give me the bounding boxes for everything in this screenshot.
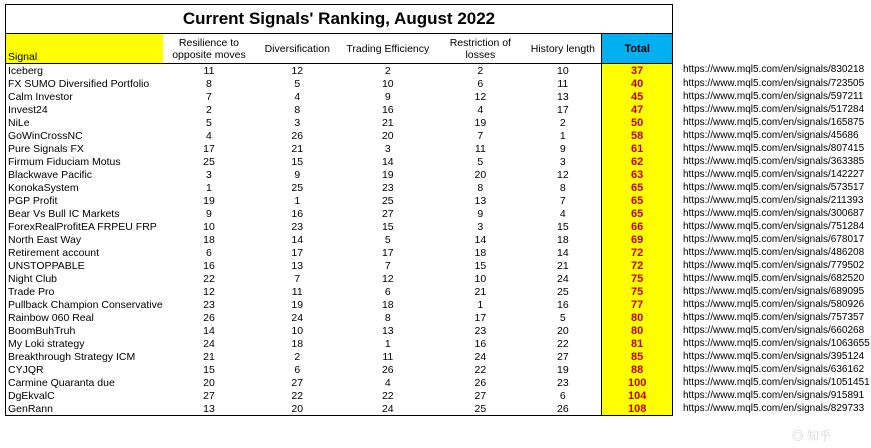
restriction-cell: 20 <box>474 168 487 181</box>
restriction-cell: 23 <box>474 324 487 337</box>
trading-efficiency-cell: 17 <box>381 246 394 259</box>
history-cell: 13 <box>556 90 569 103</box>
total-cell: 75 <box>602 285 673 298</box>
total-cell: 65 <box>602 194 673 207</box>
signal-name-cell[interactable]: Invest24 <box>6 103 163 116</box>
history-cell: 24 <box>556 272 569 285</box>
diversification-cell: 14 <box>291 233 304 246</box>
diversification-cell: 20 <box>255 402 339 416</box>
total-cell: 80 <box>602 324 673 337</box>
blank-cell <box>672 5 870 34</box>
restriction-cell: 24 <box>474 350 487 363</box>
trading-efficiency-cell: 27 <box>381 207 394 220</box>
signal-url-link[interactable]: https://www.mql5.com/en/signals/1063655 <box>682 337 870 349</box>
trading-efficiency-cell: 12 <box>381 272 394 285</box>
restriction-cell: 25 <box>436 402 524 416</box>
resilience-cell: 25 <box>203 155 215 168</box>
history-cell: 12 <box>556 168 569 181</box>
history-cell: 21 <box>556 259 569 272</box>
signal-url-link[interactable]: https://www.mql5.com/en/signals/142227 <box>682 168 865 180</box>
diversification-cell: 6 <box>294 363 301 376</box>
diversification-cell: 25 <box>291 181 304 194</box>
signal-url-link[interactable]: https://www.mql5.com/en/signals/636162 <box>682 363 865 375</box>
signal-url-link[interactable]: https://www.mql5.com/en/signals/807415 <box>682 142 865 154</box>
restriction-cell: 12 <box>474 90 487 103</box>
signal-url-link[interactable]: https://www.mql5.com/en/signals/830218 <box>682 64 865 76</box>
trading-efficiency-cell: 24 <box>339 402 436 416</box>
diversification-cell: 5 <box>294 77 301 90</box>
total-cell: 85 <box>602 350 673 363</box>
total-cell: 61 <box>602 142 673 155</box>
total-cell: 40 <box>602 77 673 90</box>
signal-name-cell[interactable]: ForexRealProfitEA FRPEU FRP <box>6 220 163 233</box>
trading-efficiency-cell: 6 <box>384 285 391 298</box>
diversification-cell: 26 <box>291 129 304 142</box>
history-cell: 11 <box>557 77 569 90</box>
restriction-cell: 27 <box>474 389 487 402</box>
trading-efficiency-cell: 18 <box>381 298 394 311</box>
total-cell: 62 <box>602 155 673 168</box>
trading-efficiency-cell: 20 <box>381 129 394 142</box>
table-row[interactable] <box>6 129 871 142</box>
resilience-cell: 26 <box>203 311 215 324</box>
restriction-cell: 26 <box>474 376 487 389</box>
total-cell: 72 <box>602 259 673 272</box>
blank-cell <box>672 34 870 64</box>
trading-efficiency-cell: 10 <box>381 77 394 90</box>
total-cell: 72 <box>602 246 673 259</box>
resilience-cell: 2 <box>206 103 212 116</box>
table-row[interactable] <box>6 155 871 168</box>
signal-name-cell[interactable]: GenRann <box>6 402 163 416</box>
diversification-cell: 9 <box>294 168 301 181</box>
total-cell: 75 <box>602 272 673 285</box>
signal-url-link[interactable]: https://www.mql5.com/en/signals/751284 <box>682 220 865 232</box>
table-row[interactable] <box>6 103 871 116</box>
signal-name-cell[interactable]: KonokaSystem <box>6 181 163 194</box>
trading-efficiency-cell: 3 <box>384 142 391 155</box>
restriction-cell: 7 <box>477 129 484 142</box>
total-cell: 50 <box>602 116 673 129</box>
restriction-cell: 5 <box>477 155 484 168</box>
history-cell: 2 <box>559 116 566 129</box>
history-cell: 3 <box>559 155 566 168</box>
trading-efficiency-cell: 9 <box>384 90 391 103</box>
signal-name-cell[interactable]: FX SUMO Diversified Portfolio <box>6 77 163 90</box>
table-row[interactable] <box>6 363 871 376</box>
history-cell: 10 <box>556 64 569 77</box>
diversification-cell: 18 <box>291 337 304 350</box>
diversification-cell: 4 <box>294 90 301 103</box>
table-row[interactable] <box>6 168 871 181</box>
restriction-cell: 11 <box>474 142 486 155</box>
restriction-cell: 8 <box>477 181 484 194</box>
resilience-cell: 4 <box>206 129 212 142</box>
restriction-cell: 6 <box>477 77 484 90</box>
total-cell: 63 <box>602 168 673 181</box>
signal-url-link[interactable]: https://www.mql5.com/en/signals/723505 <box>682 77 865 89</box>
signal-url-link[interactable]: https://www.mql5.com/en/signals/689095 <box>682 285 865 297</box>
resilience-cell: 8 <box>206 77 212 90</box>
table-row[interactable] <box>6 298 871 311</box>
resilience-cell: 14 <box>203 324 215 337</box>
table-row[interactable] <box>6 90 871 103</box>
history-cell: 25 <box>556 285 569 298</box>
signal-url-link[interactable]: https://www.mql5.com/en/signals/45686 <box>682 129 859 141</box>
total-cell: 69 <box>602 233 673 246</box>
signal-url-link[interactable]: https://www.mql5.com/en/signals/829733 <box>682 402 865 414</box>
signal-url-link[interactable]: https://www.mql5.com/en/signals/165875 <box>682 116 865 128</box>
signal-url-link[interactable]: https://www.mql5.com/en/signals/915891 <box>682 389 865 401</box>
table-row[interactable] <box>6 337 871 350</box>
total-cell: 80 <box>602 311 673 324</box>
diversification-cell: 13 <box>291 259 304 272</box>
diversification-cell: 10 <box>291 324 304 337</box>
col-header-restriction[interactable]: Restriction of losses <box>436 34 524 64</box>
history-cell: 17 <box>556 103 569 116</box>
signal-name-cell[interactable]: UNSTOPPABLE <box>6 259 163 272</box>
history-cell: 7 <box>559 194 566 207</box>
signal-url-link[interactable]: https://www.mql5.com/en/signals/779502 <box>682 259 865 271</box>
diversification-cell: 11 <box>291 285 303 298</box>
resilience-cell: 12 <box>203 285 215 298</box>
trading-efficiency-cell: 19 <box>381 168 394 181</box>
restriction-cell: 4 <box>477 103 484 116</box>
total-cell: 45 <box>602 90 673 103</box>
history-cell: 1 <box>559 129 566 142</box>
signal-name-cell[interactable]: GoWinCrossNC <box>6 129 163 142</box>
total-cell: 100 <box>602 376 673 389</box>
table-row[interactable] <box>6 402 871 416</box>
history-cell: 18 <box>556 233 569 246</box>
resilience-cell: 15 <box>203 363 215 376</box>
trading-efficiency-cell: 23 <box>381 181 394 194</box>
history-cell: 20 <box>556 324 569 337</box>
table-row[interactable] <box>6 259 871 272</box>
signal-url-link[interactable]: https://www.mql5.com/en/signals/486208 <box>682 246 865 258</box>
header-row <box>6 34 871 64</box>
signal-name-cell[interactable]: Pure Signals FX <box>6 142 163 155</box>
trading-efficiency-cell: 26 <box>381 363 394 376</box>
table-row[interactable] <box>6 207 871 220</box>
total-cell: 65 <box>602 207 673 220</box>
signal-url-link[interactable]: https://www.mql5.com/en/signals/597211 <box>682 90 864 102</box>
resilience-cell: 7 <box>206 90 212 103</box>
resilience-cell: 5 <box>206 116 212 129</box>
ranking-table <box>5 4 871 416</box>
signal-name-cell[interactable]: CYJQR <box>6 363 163 376</box>
restriction-cell: 22 <box>474 363 487 376</box>
resilience-cell: 1 <box>206 181 212 194</box>
diversification-cell: 3 <box>294 116 301 129</box>
diversification-cell: 23 <box>291 220 304 233</box>
table-row[interactable] <box>6 272 871 285</box>
col-header-signal[interactable]: Signal <box>6 34 163 64</box>
total-cell: 77 <box>602 298 673 311</box>
table-row[interactable] <box>6 142 871 155</box>
resilience-cell: 6 <box>206 246 212 259</box>
table-row[interactable] <box>6 376 871 389</box>
diversification-cell: 24 <box>291 311 304 324</box>
total-cell: 81 <box>602 337 673 350</box>
restriction-cell: 19 <box>474 116 487 129</box>
table-row[interactable] <box>6 389 871 402</box>
history-cell: 26 <box>524 402 602 416</box>
resilience-cell: 18 <box>203 233 215 246</box>
table-row[interactable] <box>6 64 871 78</box>
diversification-cell: 15 <box>291 155 304 168</box>
total-cell: 88 <box>602 363 673 376</box>
signal-name-cell[interactable]: Iceberg <box>6 64 163 78</box>
total-cell: 58 <box>602 129 673 142</box>
signal-name-cell[interactable]: Carmine Quaranta due <box>6 376 163 389</box>
restriction-cell: 3 <box>477 220 484 233</box>
trading-efficiency-cell: 4 <box>384 376 391 389</box>
diversification-cell: 21 <box>291 142 304 155</box>
resilience-cell: 23 <box>203 298 215 311</box>
trading-efficiency-cell: 13 <box>381 324 394 337</box>
page-title: Current Signals' Ranking, August 2022 <box>6 5 673 34</box>
restriction-cell: 10 <box>474 272 487 285</box>
restriction-cell: 17 <box>474 311 487 324</box>
diversification-cell: 27 <box>291 376 304 389</box>
diversification-cell: 2 <box>294 350 301 363</box>
trading-efficiency-cell: 8 <box>384 311 391 324</box>
trading-efficiency-cell: 7 <box>384 259 391 272</box>
watermark: ◎ 知乎 <box>791 429 831 443</box>
diversification-cell: 7 <box>294 272 301 285</box>
signal-url-link[interactable]: https://www.mql5.com/en/signals/211393 <box>682 194 864 206</box>
signal-name-cell[interactable]: Breakthrough Strategy ICM <box>6 350 163 363</box>
trading-efficiency-cell: 1 <box>384 337 391 350</box>
col-header-history[interactable]: History length <box>524 34 602 64</box>
table-row[interactable] <box>6 350 871 363</box>
history-cell: 22 <box>556 337 569 350</box>
table-row[interactable] <box>6 246 871 259</box>
total-cell: 108 <box>602 402 673 416</box>
total-cell: 66 <box>602 220 673 233</box>
signal-url-link[interactable]: https://www.mql5.com/en/signals/395124 <box>682 350 865 362</box>
resilience-cell: 11 <box>203 64 215 77</box>
signal-name-cell[interactable]: Pullback Champion Conservative <box>6 298 163 311</box>
trading-efficiency-cell: 14 <box>381 155 394 168</box>
restriction-cell: 21 <box>474 285 487 298</box>
signal-name-cell[interactable]: Bear Vs Bull IC Markets <box>6 207 163 220</box>
restriction-cell: 16 <box>474 337 487 350</box>
table-row[interactable] <box>6 311 871 324</box>
resilience-cell: 13 <box>163 402 256 416</box>
table-row[interactable] <box>6 194 871 207</box>
signal-name-cell[interactable]: Retirement account <box>6 246 163 259</box>
history-cell: 8 <box>559 181 566 194</box>
history-cell: 19 <box>556 363 569 376</box>
table-row[interactable] <box>6 324 871 337</box>
signal-url-link[interactable]: https://www.mql5.com/en/signals/517284 <box>682 103 865 115</box>
history-cell: 9 <box>559 142 566 155</box>
restriction-cell: 15 <box>474 259 487 272</box>
diversification-cell: 22 <box>291 389 304 402</box>
col-header-diversification[interactable]: Diversification <box>255 34 339 64</box>
trading-efficiency-cell: 2 <box>384 64 391 77</box>
signal-url-link[interactable]: https://www.mql5.com/en/signals/573517 <box>682 181 865 193</box>
diversification-cell: 19 <box>291 298 304 311</box>
resilience-cell: 21 <box>203 350 215 363</box>
resilience-cell: 9 <box>206 207 212 220</box>
resilience-cell: 22 <box>203 272 215 285</box>
signal-name-cell[interactable]: Night Club <box>6 272 163 285</box>
resilience-cell: 16 <box>203 259 215 272</box>
restriction-cell: 18 <box>474 246 487 259</box>
history-cell: 27 <box>556 350 569 363</box>
history-cell: 15 <box>556 220 569 233</box>
signal-name-cell[interactable]: PGP Profit <box>6 194 163 207</box>
trading-efficiency-cell: 5 <box>384 233 391 246</box>
signal-url-link[interactable]: https://www.mql5.com/en/signals/580926 <box>682 298 865 310</box>
history-cell: 5 <box>559 311 566 324</box>
resilience-cell: 27 <box>203 389 215 402</box>
signal-name-cell[interactable]: Rainbow 060 Real <box>6 311 163 324</box>
signal-name-cell[interactable]: My Loki strategy <box>6 337 163 350</box>
signal-name-cell[interactable]: BoomBuhTruh <box>6 324 163 337</box>
restriction-cell: 13 <box>474 194 487 207</box>
signal-name-cell[interactable]: North East Way <box>6 233 163 246</box>
trading-efficiency-cell: 16 <box>381 103 394 116</box>
restriction-cell: 14 <box>474 233 487 246</box>
table-row[interactable] <box>6 220 871 233</box>
col-header-trading-efficiency[interactable]: Trading Efficiency <box>339 34 436 64</box>
signal-url-link[interactable]: https://www.mql5.com/en/signals/1051451 <box>682 376 870 388</box>
signal-url-link[interactable]: https://www.mql5.com/en/signals/660268 <box>682 324 865 336</box>
history-cell: 6 <box>559 389 566 402</box>
history-cell: 4 <box>559 207 566 220</box>
resilience-cell: 17 <box>203 142 215 155</box>
diversification-cell: 8 <box>294 103 301 116</box>
col-header-total[interactable]: Total <box>602 34 673 64</box>
history-cell: 23 <box>556 376 569 389</box>
table-row[interactable] <box>6 285 871 298</box>
signal-name-cell[interactable]: Blackwave Pacific <box>6 168 163 181</box>
table-row[interactable] <box>6 233 871 246</box>
total-cell: 104 <box>602 389 673 402</box>
signal-url-link[interactable]: https://www.mql5.com/en/signals/300687 <box>682 207 865 219</box>
total-cell: 37 <box>602 64 673 78</box>
signal-name-cell[interactable]: NiLe <box>6 116 163 129</box>
table-row[interactable] <box>6 116 871 129</box>
signal-url-link[interactable]: https://www.mql5.com/en/signals/363385 <box>682 155 865 167</box>
restriction-cell: 1 <box>477 298 484 311</box>
trading-efficiency-cell: 11 <box>382 350 394 363</box>
restriction-cell: 2 <box>477 64 484 77</box>
signal-url-link[interactable]: https://www.mql5.com/en/signals/682520 <box>682 272 865 284</box>
history-cell: 14 <box>556 246 569 259</box>
resilience-cell: 24 <box>203 337 215 350</box>
total-cell: 65 <box>602 181 673 194</box>
resilience-cell: 3 <box>206 168 212 181</box>
resilience-cell: 10 <box>203 220 215 233</box>
col-header-resilience[interactable]: Resilience to opposite moves <box>163 34 256 64</box>
trading-efficiency-cell: 21 <box>381 116 394 129</box>
total-cell: 47 <box>602 103 673 116</box>
restriction-cell: 9 <box>477 207 484 220</box>
diversification-cell: 12 <box>291 64 304 77</box>
signal-url-link[interactable]: https://www.mql5.com/en/signals/678017 <box>682 233 865 245</box>
signal-url-link[interactable]: https://www.mql5.com/en/signals/757357 <box>682 311 865 323</box>
resilience-cell: 19 <box>203 194 215 207</box>
trading-efficiency-cell: 25 <box>381 194 394 207</box>
signal-name-cell[interactable]: DgEkvalC <box>6 389 163 402</box>
signal-name-cell[interactable]: Firmum Fiduciam Motus <box>6 155 163 168</box>
trading-efficiency-cell: 15 <box>381 220 394 233</box>
diversification-cell: 1 <box>294 194 301 207</box>
diversification-cell: 17 <box>291 246 304 259</box>
table-row[interactable] <box>6 77 871 90</box>
table-row[interactable] <box>6 181 871 194</box>
resilience-cell: 20 <box>203 376 215 389</box>
trading-efficiency-cell: 22 <box>381 389 394 402</box>
diversification-cell: 16 <box>291 207 304 220</box>
history-cell: 16 <box>556 298 569 311</box>
signal-name-cell[interactable]: Trade Pro <box>6 285 163 298</box>
signal-name-cell[interactable]: Calm Investor <box>6 90 163 103</box>
